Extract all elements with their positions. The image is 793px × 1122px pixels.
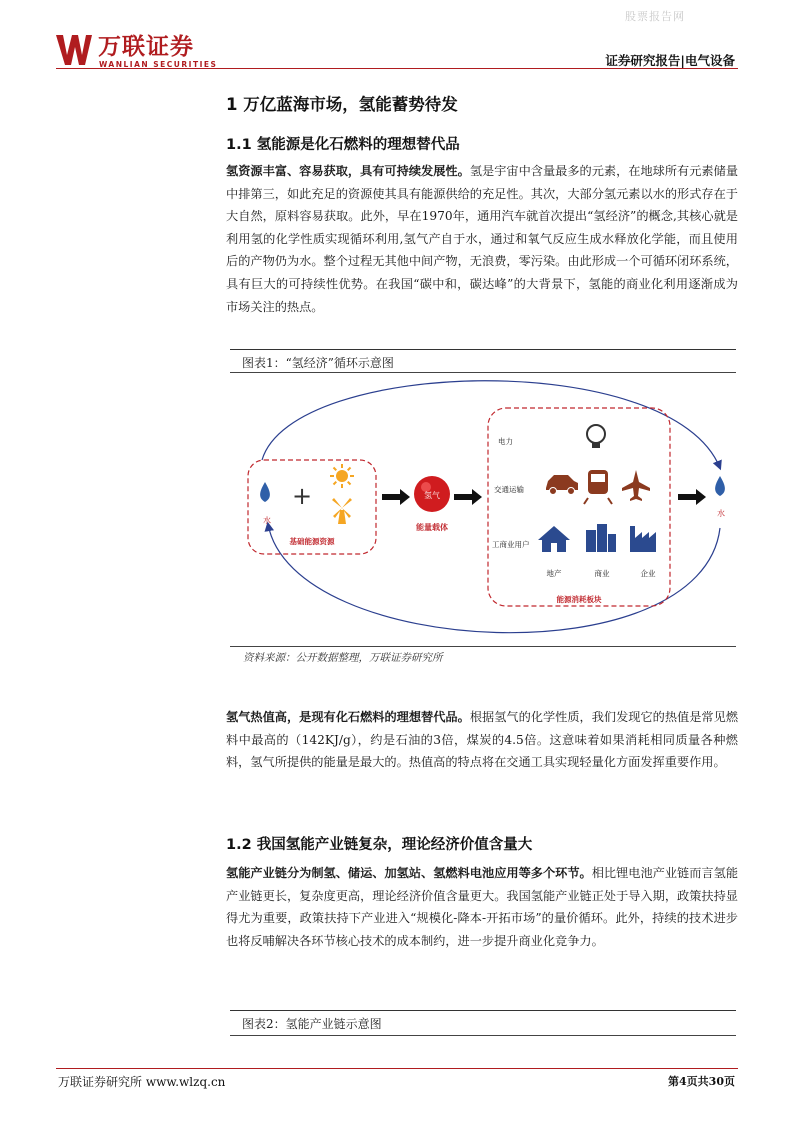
windmill-icon [332,498,352,524]
hydrogen-label: 氢气 [424,491,440,500]
section-title: 1 万亿蓝海市场，氢能蓄势待发 [226,95,458,114]
commercial-label: 商业 [594,569,610,578]
paragraph-lead: 氢能产业链分为制氢、储运、加氢站、氢燃料电池应用等多个环节。 [226,866,592,880]
sun-icon [330,464,354,488]
brand-logo-icon [55,33,93,67]
brand-name: 万联证券 [98,34,194,60]
figure2-title-rule [230,1035,736,1036]
car-icon [546,475,578,495]
factory-icon [630,526,656,552]
basic-energy-label: 基础能源资源 [289,537,335,546]
house-icon [538,526,570,552]
water-label-right: 水 [717,509,725,518]
figure1-title: 图表1：“氢经济”循环示意图 [242,356,394,370]
plus-sign: + [292,482,313,510]
lightbulb-icon [587,425,605,448]
water-drop-icon [260,482,270,502]
arrow-icon [382,489,410,505]
paragraph-body: 根据氢气的化学性质，我们发现它的热值是常见燃料中最高的（142KJ/g），约是石油的3倍，煤炭的4.5倍。这意味着如果消耗相同质量各种燃料，氢气所提供的能量是最大的。热值高的特点将在交通工具实现轻量化方面发挥重要作用。 [226,710,739,770]
industry-users-label: 工商业用户 [492,540,530,549]
energy-consumption-label: 能源消耗板块 [556,595,602,604]
airplane-icon [622,470,650,501]
water-drop-icon [715,476,725,496]
subsection-title-1-1: 1.1 氢能源是化石燃料的理想替代品 [226,137,460,153]
figure2-header [230,1010,736,1033]
train-icon [584,470,612,504]
paragraph-body: 相比锂电池产业链而言氢能产业链更长，复杂度更高，理论经济价值含量更大。我国氢能产业链正处于导入期，政策扶持显得尤为重要，政策扶持下产业进入“规模化-降本-开拓市场”的量价循环。此外，持续的技术进步也将反哺解决各环节核心技术的成本制约，进一步提升商业化竞争力。 [226,866,739,948]
residential-label: 地产 [546,569,562,578]
figure1-title-rule [230,372,736,373]
paragraph-hydrogen-resources [226,160,738,318]
paragraph-body: 氢是宇宙中含量最多的元素，在地球所有元素储量中排第三，如此充足的资源使其具有能源供给的充足性。其次，大部分氢元素以水的形式存在于大自然，原料容易获取。此外，早在1970年，通用汽车就首次提出“氢经济”的概念,其核心就是利用氢的化学性质实现循环利用,氢气产自于水，通过和氧气反应生成水释放化学能，而且使用后的产物仍为水。整个过程无其他中间产物，无浪费，零污染。由此形成一个可循环闭环系统，具有巨大的可持续性优势。在我国“碳中和，碳达峰”的大背景下，氢能的商业化利用逐渐成为市场关注的热点。 [226,164,739,314]
header-divider [56,68,738,69]
office-building-icon [586,524,616,552]
water-label-left: 水 [263,516,271,525]
paragraph-lead: 氢气热值高，是现有化石燃料的理想替代品。 [226,710,470,724]
enterprise-label: 企业 [640,569,656,578]
figure2-title: 图表2：氢能产业链示意图 [242,1017,382,1031]
arrow-icon [454,489,482,505]
arrow-icon [678,489,706,505]
page-number: 第4页共30页 [668,1075,735,1088]
figure1-source: 资料来源：公开数据整理，万联证券研究所 [243,652,443,664]
figure1-header [230,349,736,372]
energy-carrier-label: 能量载体 [416,523,448,532]
brand-name-en: WANLIAN SECURITIES [99,60,218,69]
footer-publisher: 万联证券研究所 www.wlzq.cn [58,1075,226,1089]
electricity-label: 电力 [498,437,513,446]
cycle-arc-top [262,381,720,468]
watermark: 股票报告网 [625,10,685,23]
paragraph-industry-chain [226,862,738,952]
report-category: 证券研究报告|电气设备 [605,53,735,68]
subsection-title-1-2: 1.2 我国氢能产业链复杂，理论经济价值含量大 [226,837,533,853]
transport-label: 交通运输 [494,485,524,494]
figure1-bottom-rule [230,646,736,647]
paragraph-lead: 氢资源丰富、容易获取，具有可持续发展性。 [226,164,470,178]
hydrogen-economy-diagram [232,378,736,640]
paragraph-heat-value [226,706,738,774]
footer-divider [56,1068,738,1069]
